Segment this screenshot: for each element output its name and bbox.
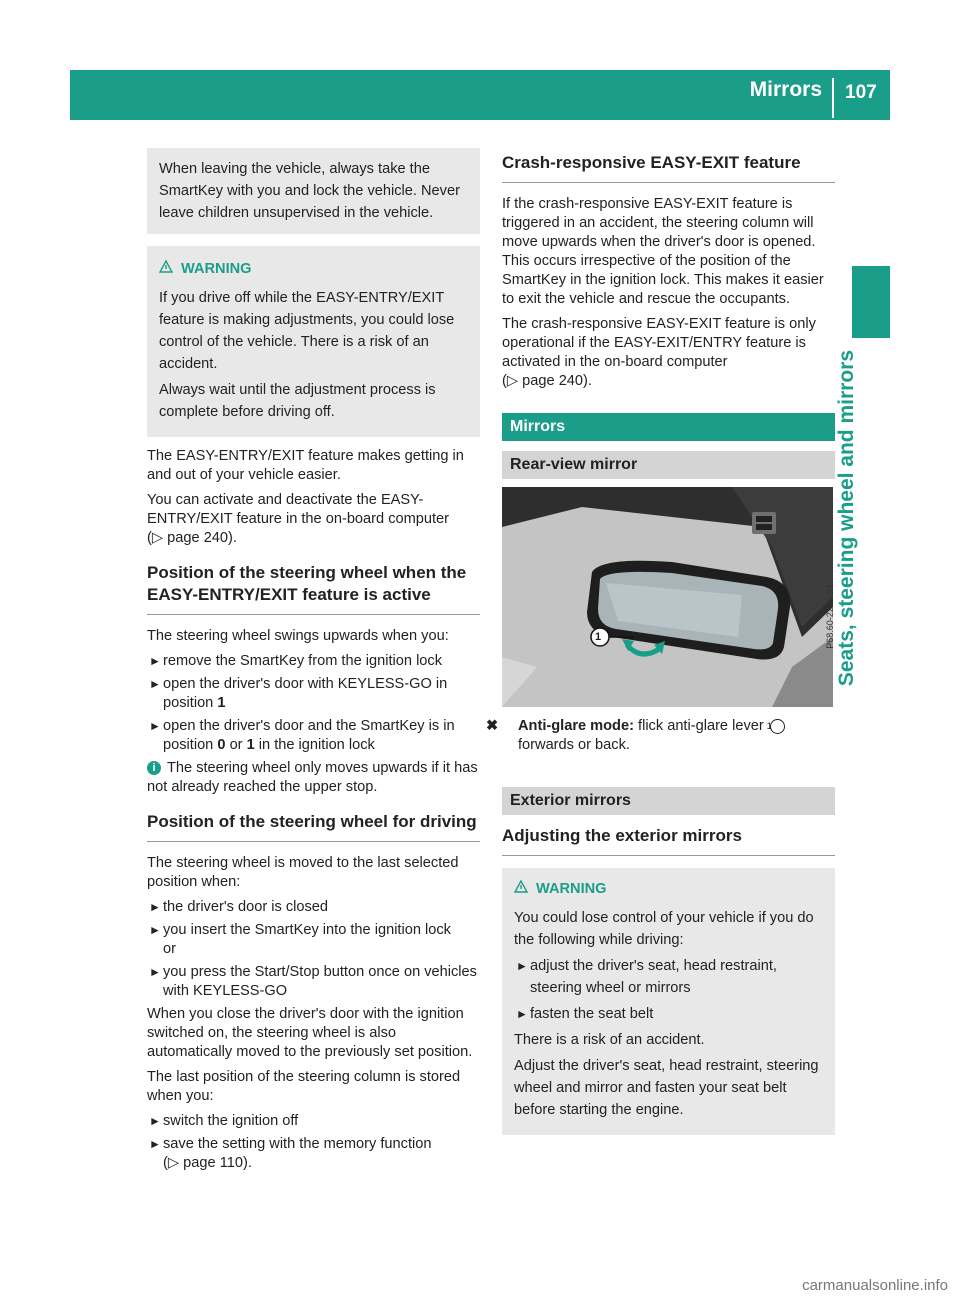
position-value: 1 (217, 695, 226, 711)
header-divider (832, 78, 834, 118)
heading-rule (502, 182, 835, 183)
bullet-icon: ► (149, 677, 161, 691)
right-column (486, 152, 836, 1135)
list-item-text: fasten the seat belt (530, 1006, 654, 1022)
warning-title: WARNING (181, 261, 252, 277)
image-callout-number: 1 (595, 631, 602, 643)
warning-title: WARNING (536, 881, 607, 897)
bullet-icon: ► (149, 654, 161, 668)
bullet-icon: ► (149, 1114, 161, 1128)
bullet-icon: ► (149, 965, 161, 979)
list-item-text: you press the Start/Stop button once on vehicles with KEYLESS-GO (163, 964, 477, 999)
paragraph-text: You can activate and deactivate the EASY-ENTRY/EXIT feature in the on-board computer (147, 492, 450, 527)
note-text: When leaving the vehicle, always take the SmartKey with you and lock the vehicle. Never leave children unsupervised in the vehicle. (159, 161, 460, 221)
bullet-icon: ► (516, 959, 528, 973)
list-item-text: save the setting with the memory function (163, 1136, 432, 1152)
bullet-icon: ► (149, 923, 161, 937)
instruction-step (486, 717, 835, 755)
paragraph-text: The crash-responsive EASY-EXIT feature is only operational if the EASY-EXIT/ENTRY feature is activated in the on-board computer (502, 316, 816, 370)
left-column (147, 148, 480, 1177)
paragraph: The steering wheel is moved to the last selected position when: (147, 855, 459, 890)
bullet-list (147, 652, 480, 755)
bullet-list (147, 898, 480, 1001)
heading-rule (147, 614, 480, 615)
page-reference: page 240). (167, 530, 237, 546)
list-item-text: you insert the SmartKey into the ignition lock (163, 922, 451, 938)
list-item-text: adjust the driver's seat, head restraint, steering wheel or mirrors (530, 958, 777, 996)
position-value: 1 (246, 737, 255, 753)
list-item-text: open the driver's door with KEYLESS-GO in position (163, 676, 448, 711)
image-reference-code: P68.60-2245-31 (825, 584, 836, 649)
info-note (147, 759, 480, 797)
list-item (147, 963, 480, 1001)
list-item-text: in the ignition lock (258, 737, 375, 753)
mirror-illustration (502, 487, 833, 707)
paragraph: If the crash-responsive EASY-EXIT feature is triggered in an accident, the steering column will move upwards when the driver's door is opened. This occurs irrespective of the position of the SmartKey in the ignition lock. This makes it easier to exit the vehicle and rescue the occupants. (502, 196, 824, 307)
list-item (147, 652, 480, 671)
page-reference: page 110). (183, 1155, 252, 1171)
list-item (514, 955, 825, 999)
warning-text: If you drive off while the EASY-ENTRY/EXIT feature is making adjustments, you could lose control of the vehicle. There is a risk of an accident. (159, 290, 455, 372)
instruction-label: Anti-glare mode: (518, 718, 634, 734)
page-ref-arrow-icon: ▷ (506, 373, 519, 389)
chapter-tab (852, 266, 890, 338)
heading-rule (502, 855, 835, 856)
warning-text: You could lose control of your vehicle if you do the following while driving: (514, 910, 814, 948)
warning-triangle-icon (159, 260, 173, 279)
warning-box (147, 246, 480, 437)
list-item-text: switch the ignition off (163, 1113, 299, 1129)
heading-rule (147, 841, 480, 842)
note-box (147, 148, 480, 234)
bullet-icon: ► (516, 1007, 528, 1021)
paragraph: The crash-responsive EASY-EXIT feature is only operational if the EASY-EXIT/ENTRY feature is activated in the on-board computer (▷ page 240). (502, 316, 816, 389)
warning-triangle-icon (514, 880, 528, 899)
section-bar-mirrors: Mirrors (502, 413, 835, 441)
section-bar-exterior: Exterior mirrors (502, 787, 835, 815)
paragraph: The EASY-ENTRY/EXIT feature makes getting in and out of your vehicle easier. (147, 448, 464, 483)
warning-text: Adjust the driver's seat, head restraint, steering wheel and mirror and fasten your seat belt before starting the engine. (514, 1058, 819, 1118)
bullet-icon: ► (149, 1137, 161, 1151)
list-item-text: or (229, 737, 243, 753)
chapter-label (835, 350, 890, 750)
warning-text: There is a risk of an accident. (514, 1032, 705, 1048)
warning-heading (159, 260, 470, 279)
section-title: Mirrors (749, 78, 822, 101)
chapter-label-text: Seats, steering wheel and mirrors (835, 350, 858, 687)
paragraph: The steering wheel swings upwards when you: (147, 628, 449, 644)
bullet-icon: ► (149, 900, 161, 914)
list-item (147, 921, 480, 959)
warning-heading (514, 880, 825, 899)
section-heading: Position of the steering wheel when the EASY-ENTRY/EXIT feature is active (147, 563, 467, 604)
instruction-text: flick anti-glare lever (638, 718, 764, 734)
list-item (147, 898, 480, 917)
list-item (147, 675, 480, 713)
section-heading: Crash-responsive EASY-EXIT feature (502, 153, 801, 172)
list-item (147, 1112, 480, 1131)
section-bar-rear-view: Rear-view mirror (502, 451, 835, 479)
list-item-text: remove the SmartKey from the ignition lock (163, 653, 443, 669)
paragraph: The last position of the steering column is stored when you: (147, 1069, 461, 1104)
list-item-text: or (163, 941, 176, 957)
warning-box (502, 868, 835, 1135)
bullet-list (514, 955, 825, 1025)
list-item: ► save the setting with the memory function (▷ page 110). (149, 1136, 432, 1171)
callout-number: 1 (770, 719, 785, 734)
page-ref-arrow-icon: ▷ (151, 530, 164, 546)
bullet-list (147, 1112, 480, 1173)
list-item-text: open the driver's door and the SmartKey is in position (163, 718, 455, 753)
warning-text: Always wait until the adjustment process is complete before driving off. (159, 382, 436, 420)
action-arrow-icon: ✖ (486, 718, 499, 734)
footer-watermark: carmanualsonline.info (802, 1277, 948, 1294)
page-ref-arrow-icon: ▷ (167, 1155, 180, 1171)
list-item (514, 1003, 825, 1025)
page-number: 107 (845, 82, 877, 103)
paragraph: You can activate and deactivate the EASY-ENTRY/EXIT feature in the on-board computer (▷ page 240). (147, 492, 450, 546)
list-item-text: the driver's door is closed (163, 899, 329, 915)
instruction-text: forwards or back. (518, 737, 630, 753)
list-item (147, 717, 480, 755)
section-heading: Position of the steering wheel for driving (147, 812, 477, 831)
position-value: 0 (217, 737, 226, 753)
rear-view-mirror-image (502, 487, 836, 707)
paragraph: When you close the driver's door with the ignition switched on, the steering wheel is also automatically moved to the previously set position. (147, 1006, 473, 1060)
bullet-icon: ► (149, 719, 161, 733)
info-text: The steering wheel only moves upwards if it has not already reached the upper stop. (147, 760, 478, 795)
section-heading: Adjusting the exterior mirrors (502, 826, 742, 845)
info-icon: i (147, 761, 161, 775)
page-reference: page 240). (522, 373, 592, 389)
